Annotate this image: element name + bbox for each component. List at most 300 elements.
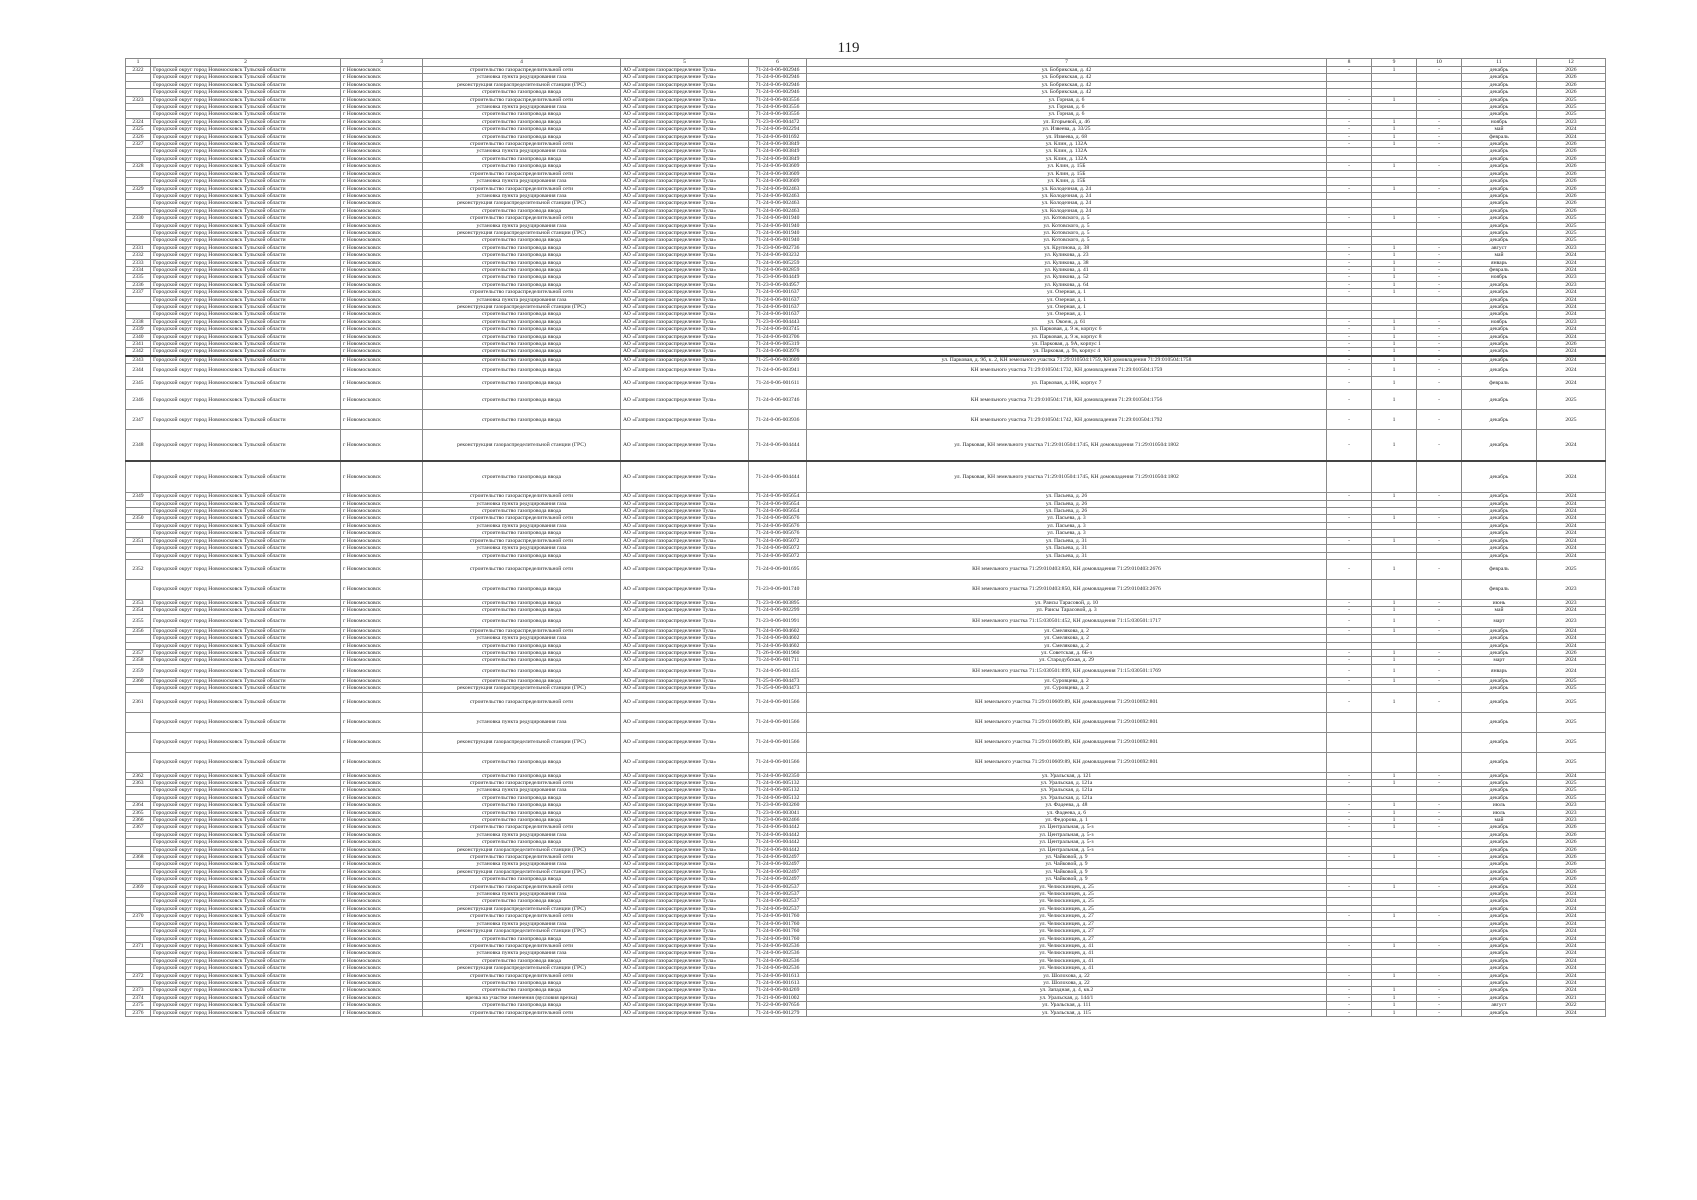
table-cell: 2024 bbox=[1537, 296, 1606, 303]
table-cell bbox=[1372, 552, 1417, 559]
table-row bbox=[126, 133, 1606, 140]
table-cell bbox=[1417, 522, 1462, 529]
table-cell: 2026 bbox=[1537, 854, 1606, 861]
table-cell: реконструкция газораспределительной станции (ГРС) bbox=[423, 928, 621, 935]
table-cell: 71-24-0-06-004444 bbox=[749, 430, 807, 462]
table-cell: декабрь bbox=[1462, 222, 1537, 229]
table-cell: - bbox=[1417, 854, 1462, 861]
table-cell: Городской округ город Новомосковск Тульской области bbox=[151, 972, 341, 979]
table-cell: 2026 bbox=[1537, 207, 1606, 214]
table-cell: декабрь bbox=[1462, 148, 1537, 155]
table-cell: - bbox=[1327, 913, 1372, 920]
table-cell: строительство газопровода ввода bbox=[423, 410, 621, 430]
table-cell: АО «Газпром газораспределение Тула» bbox=[621, 281, 749, 288]
table-row bbox=[126, 229, 1606, 236]
table-cell: декабрь bbox=[1462, 178, 1537, 185]
table-cell: ул. Уральская, д. 115 bbox=[807, 1009, 1327, 1016]
table-cell: АО «Газпром газораспределение Тула» bbox=[621, 430, 749, 462]
table-cell: 2022 bbox=[1537, 1002, 1606, 1009]
table-cell: 2024 bbox=[1537, 508, 1606, 515]
table-cell: 2322 bbox=[126, 67, 151, 74]
table-cell: строительство газопровода ввода bbox=[423, 898, 621, 905]
table-cell: АО «Газпром газораспределение Тула» bbox=[621, 979, 749, 986]
table-cell bbox=[1327, 579, 1372, 599]
table-cell: 2359 bbox=[126, 664, 151, 677]
table-cell: 71-26-0-06-001960 bbox=[749, 649, 807, 656]
table-row bbox=[126, 732, 1606, 752]
table-cell: ул. Челюскинцев, д. 25 bbox=[807, 891, 1327, 898]
table-cell: Городской округ город Новомосковск Тульской области bbox=[151, 461, 341, 493]
table-cell: декабрь bbox=[1462, 81, 1537, 88]
table-cell: строительство газораспределительной сети bbox=[423, 515, 621, 522]
table-cell: 2023 bbox=[1537, 802, 1606, 809]
table-cell: г Новомосковск bbox=[341, 244, 423, 251]
table-cell: - bbox=[1327, 318, 1372, 325]
table-cell: 2025 bbox=[1537, 794, 1606, 801]
table-row bbox=[126, 289, 1606, 296]
table-cell: 2025 bbox=[1537, 229, 1606, 236]
table-cell: ул. Куликова, д. 23 bbox=[807, 252, 1327, 259]
table-cell: АО «Газпром газораспределение Тула» bbox=[621, 545, 749, 552]
table-cell: - bbox=[1417, 430, 1462, 462]
table-cell: строительство газораспределительной сети bbox=[423, 559, 621, 579]
table-cell: - bbox=[1417, 356, 1462, 364]
table-cell: 71-23-0-06-004449 bbox=[749, 274, 807, 281]
table-cell: АО «Газпром газораспределение Тула» bbox=[621, 170, 749, 177]
table-cell: Городской округ город Новомосковск Тульской области bbox=[151, 364, 341, 377]
table-row bbox=[126, 215, 1606, 222]
table-row bbox=[126, 987, 1606, 994]
table-cell: 2023 bbox=[1537, 817, 1606, 824]
table-cell: 2024 bbox=[1537, 333, 1606, 340]
table-cell bbox=[126, 732, 151, 752]
table-cell: АО «Газпром газораспределение Тула» bbox=[621, 839, 749, 846]
table-cell: г Новомосковск bbox=[341, 318, 423, 325]
table-cell: г Новомосковск bbox=[341, 642, 423, 649]
table-cell: 1 bbox=[1372, 364, 1417, 377]
table-cell: 2349 bbox=[126, 493, 151, 500]
table-row bbox=[126, 794, 1606, 801]
table-cell: реконструкция газораспределительной станции (ГРС) bbox=[423, 200, 621, 207]
table-cell: 2335 bbox=[126, 274, 151, 281]
table-cell: Городской округ город Новомосковск Тульской области bbox=[151, 390, 341, 410]
table-cell bbox=[126, 928, 151, 935]
table-cell: - bbox=[1417, 96, 1462, 103]
table-cell: г Новомосковск bbox=[341, 530, 423, 537]
table-cell: АО «Газпром газораспределение Тула» bbox=[621, 824, 749, 831]
table-cell: декабрь bbox=[1462, 508, 1537, 515]
table-cell bbox=[126, 685, 151, 692]
table-cell: июль bbox=[1462, 802, 1537, 809]
table-row bbox=[126, 537, 1606, 544]
table-cell: АО «Газпром газораспределение Тула» bbox=[621, 126, 749, 133]
table-cell: 71-24-0-06-003232 bbox=[749, 252, 807, 259]
table-cell: 2026 bbox=[1537, 141, 1606, 148]
table-cell: 2024 bbox=[1537, 772, 1606, 779]
table-cell: - bbox=[1417, 1009, 1462, 1016]
table-cell: - bbox=[1417, 274, 1462, 281]
table-body bbox=[126, 67, 1606, 1017]
table-cell: АО «Газпром газораспределение Тула» bbox=[621, 965, 749, 972]
table-cell: г Новомосковск bbox=[341, 839, 423, 846]
table-cell bbox=[1417, 530, 1462, 537]
table-cell: Городской округ город Новомосковск Тульской области bbox=[151, 200, 341, 207]
table-cell: 2026 bbox=[1537, 81, 1606, 88]
table-cell: АО «Газпром газораспределение Тула» bbox=[621, 508, 749, 515]
table-cell: 71-24-0-06-003746 bbox=[749, 390, 807, 410]
table-cell: АО «Газпром газораспределение Тула» bbox=[621, 67, 749, 74]
table-cell: 71-24-0-06-002536 bbox=[749, 957, 807, 964]
table-cell: 71-24-0-06-005072 bbox=[749, 552, 807, 559]
table-cell: Городской округ город Новомосковск Тульской области bbox=[151, 318, 341, 325]
table-cell: 2366 bbox=[126, 817, 151, 824]
table-cell: 2023 bbox=[1537, 614, 1606, 627]
table-cell: г Новомосковск bbox=[341, 635, 423, 642]
table-row bbox=[126, 192, 1606, 199]
table-cell: ул. Пасьева, д. 31 bbox=[807, 545, 1327, 552]
table-cell: строительство газопровода ввода bbox=[423, 664, 621, 677]
table-cell: - bbox=[1327, 802, 1372, 809]
table-cell: строительство газопровода ввода bbox=[423, 364, 621, 377]
table-cell: 1 bbox=[1372, 883, 1417, 890]
table-cell: 2025 bbox=[1537, 410, 1606, 430]
table-cell: АО «Газпром газораспределение Тула» bbox=[621, 552, 749, 559]
table-cell: декабрь bbox=[1462, 972, 1537, 979]
table-row bbox=[126, 341, 1606, 348]
table-cell: 71-24-0-06-005676 bbox=[749, 515, 807, 522]
table-row bbox=[126, 831, 1606, 838]
table-cell: установка пункта редуцирования газа bbox=[423, 178, 621, 185]
table-cell: 1 bbox=[1372, 410, 1417, 430]
table-cell: Городской округ город Новомосковск Тульской области bbox=[151, 883, 341, 890]
table-cell: строительство газопровода ввода bbox=[423, 111, 621, 118]
table-cell: декабрь bbox=[1462, 965, 1537, 972]
table-cell: 2023 bbox=[1537, 579, 1606, 599]
table-cell: КН земельного участка 71:29:010609:89, КН домовладения 71:29:010692:801 bbox=[807, 732, 1327, 752]
table-cell: Городской округ город Новомосковск Тульской области bbox=[151, 74, 341, 81]
table-cell bbox=[1417, 170, 1462, 177]
table-cell: декабрь bbox=[1462, 824, 1537, 831]
table-cell: г Новомосковск bbox=[341, 81, 423, 88]
table-cell: Городской округ город Новомосковск Тульской области bbox=[151, 685, 341, 692]
table-cell: установка пункта редуцирования газа bbox=[423, 74, 621, 81]
table-cell: - bbox=[1327, 377, 1372, 390]
table-cell: АО «Газпром газораспределение Тула» bbox=[621, 133, 749, 140]
table-cell: декабрь bbox=[1462, 677, 1537, 684]
table-cell: - bbox=[1417, 692, 1462, 712]
table-cell: декабрь bbox=[1462, 200, 1537, 207]
table-cell: 2024 bbox=[1537, 935, 1606, 942]
table-cell: строительство газопровода ввода bbox=[423, 89, 621, 96]
table-cell: декабрь bbox=[1462, 772, 1537, 779]
table-cell bbox=[1327, 920, 1372, 927]
table-row bbox=[126, 252, 1606, 259]
table-cell bbox=[1372, 732, 1417, 752]
table-cell: ул. Клин, д. 15Б bbox=[807, 163, 1327, 170]
table-cell: - bbox=[1327, 824, 1372, 831]
table-cell: строительство газораспределительной сети bbox=[423, 627, 621, 634]
table-cell: строительство газораспределительной сети bbox=[423, 67, 621, 74]
table-cell bbox=[1417, 839, 1462, 846]
table-cell: ул. Смелякова, д. 2 bbox=[807, 627, 1327, 634]
table-cell: АО «Газпром газораспределение Тула» bbox=[621, 831, 749, 838]
table-cell: 71-24-0-06-001760 bbox=[749, 913, 807, 920]
table-cell: 1 bbox=[1372, 348, 1417, 356]
table-cell: - bbox=[1327, 356, 1372, 364]
table-cell bbox=[126, 891, 151, 898]
table-cell: декабрь bbox=[1462, 111, 1537, 118]
table-cell bbox=[1327, 732, 1372, 752]
table-cell: АО «Газпром газораспределение Тула» bbox=[621, 266, 749, 273]
table-cell: 71-24-0-06-001279 bbox=[749, 1009, 807, 1016]
table-cell: 2341 bbox=[126, 341, 151, 348]
table-cell: АО «Газпром газораспределение Тула» bbox=[621, 96, 749, 103]
table-cell: 1 bbox=[1372, 779, 1417, 786]
table-cell: декабрь bbox=[1462, 67, 1537, 74]
table-cell: АО «Газпром газораспределение Тула» bbox=[621, 957, 749, 964]
table-cell: Городской округ город Новомосковск Тульской области bbox=[151, 67, 341, 74]
table-cell: ул. Куликова, д. 64 bbox=[807, 281, 1327, 288]
table-cell: 71-24-0-06-002463 bbox=[749, 185, 807, 192]
table-cell bbox=[126, 979, 151, 986]
table-row bbox=[126, 430, 1606, 462]
table-cell: строительство газопровода ввода bbox=[423, 311, 621, 318]
table-cell: 2357 bbox=[126, 649, 151, 656]
table-cell: АО «Газпром газораспределение Тула» bbox=[621, 642, 749, 649]
table-row bbox=[126, 876, 1606, 883]
table-cell: 2024 bbox=[1537, 920, 1606, 927]
table-cell: АО «Газпром газораспределение Тула» bbox=[621, 913, 749, 920]
table-cell bbox=[1417, 876, 1462, 883]
table-cell: АО «Газпром газораспределение Тула» bbox=[621, 732, 749, 752]
table-cell: 2023 bbox=[1537, 599, 1606, 606]
table-cell: установка пункта редуцирования газа bbox=[423, 522, 621, 529]
table-cell: декабрь bbox=[1462, 928, 1537, 935]
table-cell: Городской округ город Новомосковск Тульской области bbox=[151, 111, 341, 118]
table-cell: 71-24-0-06-003556 bbox=[749, 96, 807, 103]
gasification-table bbox=[125, 58, 1606, 1017]
table-cell bbox=[1417, 461, 1462, 493]
table-cell bbox=[1327, 752, 1372, 772]
table-cell: г Новомосковск bbox=[341, 794, 423, 801]
table-cell: АО «Газпром газораспределение Тула» bbox=[621, 685, 749, 692]
table-cell: 71-24-0-06-004442 bbox=[749, 839, 807, 846]
table-cell: 71-24-0-06-001566 bbox=[749, 732, 807, 752]
table-cell: строительство газораспределительной сети bbox=[423, 779, 621, 786]
table-cell: строительство газораспределительной сети bbox=[423, 289, 621, 296]
table-cell: г Новомосковск bbox=[341, 133, 423, 140]
table-cell: ул. Горная, д. 6 bbox=[807, 111, 1327, 118]
table-cell: 2024 bbox=[1537, 259, 1606, 266]
table-cell: Городской округ город Новомосковск Тульской области bbox=[151, 545, 341, 552]
table-cell: Городской округ город Новомосковск Тульской области bbox=[151, 965, 341, 972]
table-cell bbox=[1417, 861, 1462, 868]
table-cell: АО «Газпром газораспределение Тула» bbox=[621, 111, 749, 118]
table-cell: 1 bbox=[1372, 987, 1417, 994]
table-cell: 2024 bbox=[1537, 905, 1606, 912]
table-cell: г Новомосковск bbox=[341, 192, 423, 199]
table-cell: установка пункта редуцирования газа bbox=[423, 831, 621, 838]
table-cell: г Новомосковск bbox=[341, 493, 423, 500]
table-cell: ул. Колодезная, д. 24 bbox=[807, 185, 1327, 192]
column-header: 12 bbox=[1537, 59, 1606, 67]
table-cell: 1 bbox=[1372, 326, 1417, 333]
table-cell: - bbox=[1327, 614, 1372, 627]
table-cell: АО «Газпром газораспределение Тула» bbox=[621, 787, 749, 794]
table-cell: - bbox=[1327, 259, 1372, 266]
table-cell: строительство газопровода ввода bbox=[423, 348, 621, 356]
table-cell: 71-22-0-06-007656 bbox=[749, 1002, 807, 1009]
table-cell: АО «Газпром газораспределение Тула» bbox=[621, 356, 749, 364]
table-cell: 2361 bbox=[126, 692, 151, 712]
table-row bbox=[126, 635, 1606, 642]
table-cell: - bbox=[1417, 972, 1462, 979]
table-cell: 1 bbox=[1372, 994, 1417, 1001]
table-cell: ул. Пасьева, д. 31 bbox=[807, 537, 1327, 544]
table-cell: г Новомосковск bbox=[341, 296, 423, 303]
table-cell: 1 bbox=[1372, 809, 1417, 816]
table-cell: 2023 bbox=[1537, 118, 1606, 125]
table-cell bbox=[1417, 579, 1462, 599]
table-cell: 1 bbox=[1372, 614, 1417, 627]
table-cell: строительство газораспределительной сети bbox=[423, 824, 621, 831]
table-cell: 2325 bbox=[126, 126, 151, 133]
table-cell: строительство газопровода ввода bbox=[423, 839, 621, 846]
table-cell: декабрь bbox=[1462, 364, 1537, 377]
table-cell: 71-24-0-06-002536 bbox=[749, 942, 807, 949]
table-cell bbox=[1417, 155, 1462, 162]
table-cell: АО «Газпром газораспределение Тула» bbox=[621, 891, 749, 898]
table-cell bbox=[1417, 794, 1462, 801]
table-row bbox=[126, 824, 1606, 831]
table-cell bbox=[1417, 979, 1462, 986]
table-cell: г Новомосковск bbox=[341, 89, 423, 96]
table-cell: г Новомосковск bbox=[341, 326, 423, 333]
table-cell: 71-24-0-06-002350 bbox=[749, 772, 807, 779]
table-cell: декабрь bbox=[1462, 96, 1537, 103]
table-cell: строительство газораспределительной сети bbox=[423, 942, 621, 949]
table-cell: - bbox=[1417, 817, 1462, 824]
table-cell: май bbox=[1462, 817, 1537, 824]
table-cell bbox=[1372, 685, 1417, 692]
table-cell: 1 bbox=[1372, 133, 1417, 140]
table-row bbox=[126, 972, 1606, 979]
table-cell: АО «Газпром газораспределение Тула» bbox=[621, 410, 749, 430]
table-cell: г Новомосковск bbox=[341, 508, 423, 515]
table-cell bbox=[1327, 787, 1372, 794]
table-cell: 2024 bbox=[1537, 607, 1606, 614]
table-cell: ул. Челюскинцев, д. 27 bbox=[807, 935, 1327, 942]
table-cell: декабрь bbox=[1462, 545, 1537, 552]
table-cell: - bbox=[1327, 141, 1372, 148]
table-cell bbox=[1372, 905, 1417, 912]
table-row bbox=[126, 259, 1606, 266]
table-cell: - bbox=[1327, 809, 1372, 816]
table-cell: АО «Газпром газораспределение Тула» bbox=[621, 118, 749, 125]
table-cell: 2026 bbox=[1537, 341, 1606, 348]
table-cell bbox=[1372, 752, 1417, 772]
table-cell: Городской округ город Новомосковск Тульской области bbox=[151, 207, 341, 214]
table-cell: АО «Газпром газораспределение Тула» bbox=[621, 522, 749, 529]
table-cell: г Новомосковск bbox=[341, 348, 423, 356]
table-cell: 2026 bbox=[1537, 876, 1606, 883]
table-cell: г Новомосковск bbox=[341, 972, 423, 979]
table-cell: 1 bbox=[1372, 854, 1417, 861]
table-cell bbox=[1372, 500, 1417, 507]
table-cell bbox=[1327, 207, 1372, 214]
table-row bbox=[126, 461, 1606, 493]
table-cell bbox=[1327, 111, 1372, 118]
table-cell: ул. Парковая, д. 9б, к. 2, КН земельного участка 71:29:010504:1759, КН домовладения 71:29:010504:1758 bbox=[807, 356, 1327, 364]
table-cell: 71-24-0-06-002537 bbox=[749, 891, 807, 898]
table-cell: Городской округ город Новомосковск Тульской области bbox=[151, 614, 341, 627]
table-cell: Городской округ город Новомосковск Тульской области bbox=[151, 410, 341, 430]
table-cell: АО «Газпром газораспределение Тула» bbox=[621, 794, 749, 801]
table-cell: 1 bbox=[1372, 913, 1417, 920]
table-row bbox=[126, 126, 1606, 133]
table-cell: 71-24-0-06-005072 bbox=[749, 545, 807, 552]
table-row bbox=[126, 552, 1606, 559]
table-cell: г Новомосковск bbox=[341, 178, 423, 185]
table-cell: АО «Газпром газораспределение Тула» bbox=[621, 289, 749, 296]
table-cell: - bbox=[1417, 163, 1462, 170]
table-row bbox=[126, 244, 1606, 251]
table-cell: - bbox=[1327, 126, 1372, 133]
table-cell: 2376 bbox=[126, 1009, 151, 1016]
table-cell: 2026 bbox=[1537, 861, 1606, 868]
table-cell: г Новомосковск bbox=[341, 410, 423, 430]
table-cell bbox=[1372, 296, 1417, 303]
table-cell: Городской округ город Новомосковск Тульской области bbox=[151, 854, 341, 861]
table-cell: ул. Чайковой, д. 9 bbox=[807, 876, 1327, 883]
table-cell: Городской округ город Новомосковск Тульской области bbox=[151, 732, 341, 752]
table-cell: декабрь bbox=[1462, 957, 1537, 964]
table-cell: - bbox=[1417, 126, 1462, 133]
table-cell: АО «Газпром газораспределение Тула» bbox=[621, 854, 749, 861]
table-cell: Городской округ город Новомосковск Тульской области bbox=[151, 215, 341, 222]
table-cell: Городской округ город Новомосковск Тульской области bbox=[151, 794, 341, 801]
table-cell: 2351 bbox=[126, 537, 151, 544]
table-cell: 71-24-0-06-002497 bbox=[749, 868, 807, 875]
table-cell bbox=[126, 861, 151, 868]
table-cell: г Новомосковск bbox=[341, 500, 423, 507]
table-cell: г Новомосковск bbox=[341, 311, 423, 318]
table-row bbox=[126, 377, 1606, 390]
table-cell bbox=[1372, 178, 1417, 185]
column-header: 11 bbox=[1462, 59, 1537, 67]
table-cell: 71-24-0-06-005072 bbox=[749, 537, 807, 544]
table-cell: г Новомосковск bbox=[341, 552, 423, 559]
table-cell: 1 bbox=[1372, 772, 1417, 779]
table-cell bbox=[1417, 237, 1462, 244]
table-cell: Городской округ город Новомосковск Тульской области bbox=[151, 994, 341, 1001]
table-cell: 1 bbox=[1372, 627, 1417, 634]
table-cell bbox=[1417, 500, 1462, 507]
table-cell bbox=[1372, 787, 1417, 794]
table-row bbox=[126, 522, 1606, 529]
table-cell: г Новомосковск bbox=[341, 222, 423, 229]
table-cell: Городской округ город Новомосковск Тульской области bbox=[151, 905, 341, 912]
table-cell: АО «Газпром газораспределение Тула» bbox=[621, 635, 749, 642]
table-cell: установка пункта редуцирования газа bbox=[423, 891, 621, 898]
table-cell: 71-24-0-06-002946 bbox=[749, 67, 807, 74]
table-cell: строительство газопровода ввода bbox=[423, 607, 621, 614]
table-cell: февраль bbox=[1462, 559, 1537, 579]
table-cell: г Новомосковск bbox=[341, 942, 423, 949]
table-row bbox=[126, 148, 1606, 155]
table-cell bbox=[1327, 685, 1372, 692]
table-cell bbox=[1417, 905, 1462, 912]
